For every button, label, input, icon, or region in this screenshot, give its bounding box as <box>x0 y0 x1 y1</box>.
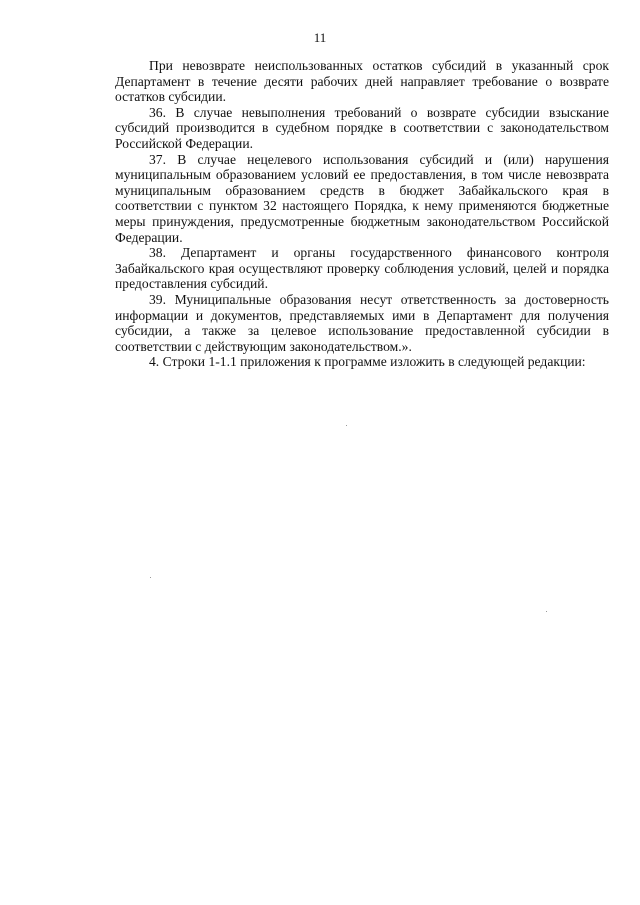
paragraph-36: 36. В случае невыполнения требований о возврате субсидии взыскание субсидий производится в судебном порядке в соответствии с законодательством Российской Федерации. <box>115 104 609 151</box>
paragraph-37: 37. В случае нецелевого использования субсидий и (или) нарушения муниципальным образованием условий ее предоставления, в том числе невозврата муниципальным образованием средств в бюджет Забайкальского края в соответствии с пунктом 32 настоящего Порядка, к нему применяются бюджетные меры принуждения, предусмотренные бюджетным законодательством Российской Федерации. <box>115 151 609 245</box>
paragraph-unused-subsidy-return: При невозврате неиспользованных остатков субсидий в указанный срок Департамент в течение десяти рабочих дней направляет требование о возврате остатков субсидии. <box>115 58 609 105</box>
scan-speck <box>346 425 347 426</box>
paragraph-38: 38. Департамент и органы государственного финансового контроля Забайкальского края осуществляют проверку соблюдения условий, целей и порядка предоставления субсидий. <box>115 245 609 292</box>
page-number: 11 <box>313 30 327 45</box>
scan-speck <box>150 577 151 578</box>
paragraph-4-appendix: 4. Строки 1-1.1 приложения к программе изложить в следующей редакции: <box>149 354 586 370</box>
document-body <box>115 58 609 370</box>
scan-speck <box>546 611 547 612</box>
paragraph-39: 39. Муниципальные образования несут ответственность за достоверность информации и документов, представляемых ими в Департамент для получения субсидии, а также за целевое использование предоставленной субсидии в соответствии с действующим законодательством.». <box>115 291 609 354</box>
